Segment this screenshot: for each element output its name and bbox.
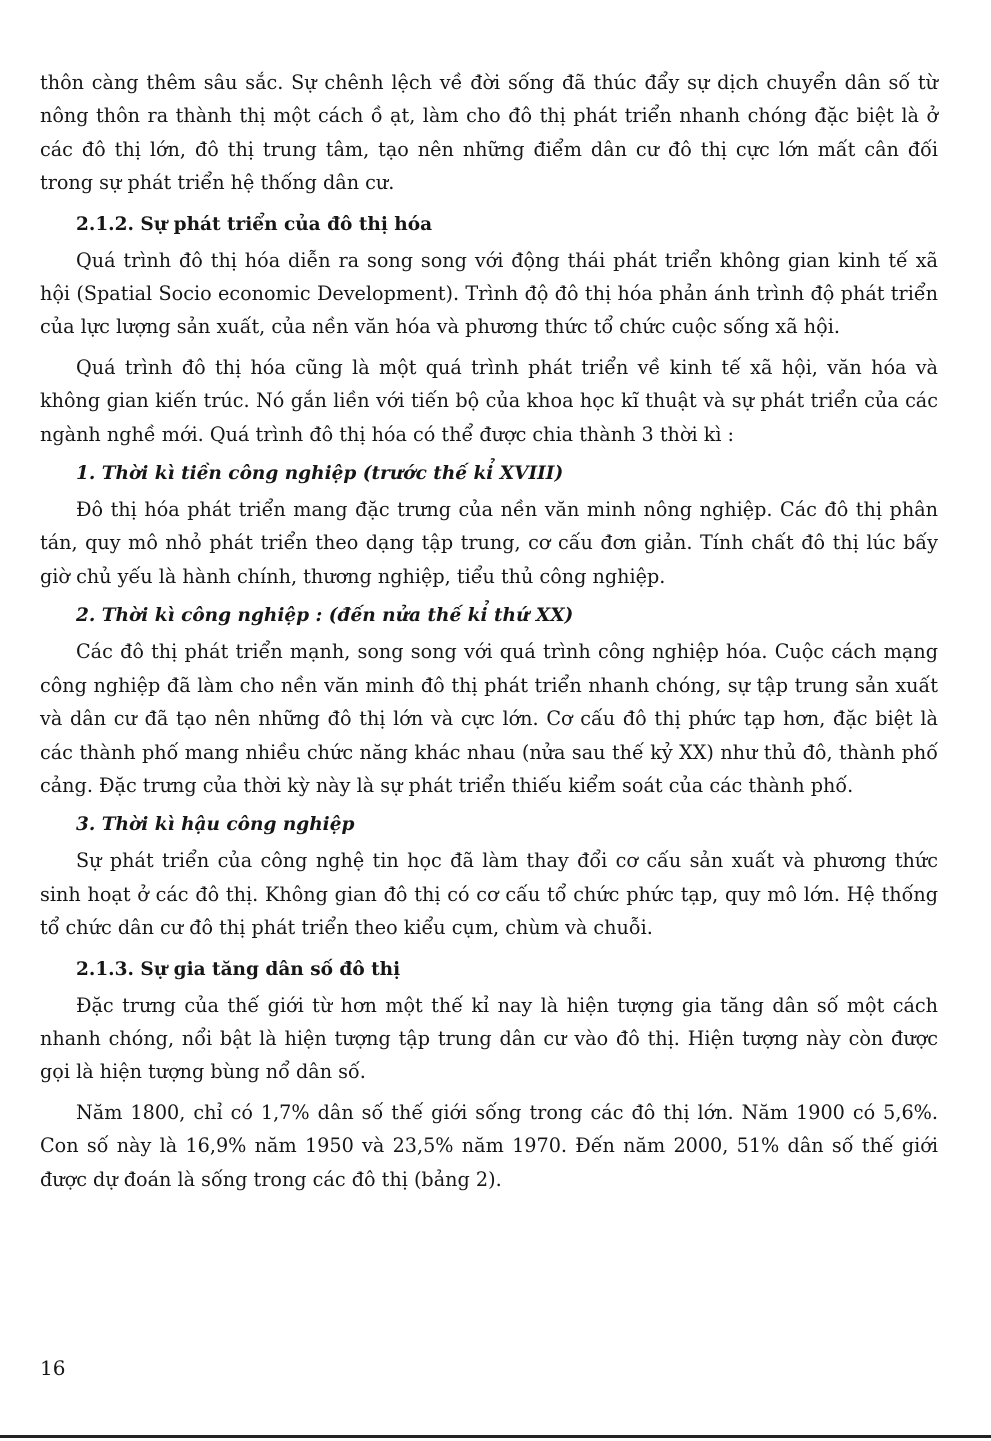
page-body bbox=[40, 66, 938, 1196]
period-heading-preindustrial: 1. Thời kì tiền công nghiệp (trước thế kỉ XVIII) bbox=[76, 463, 564, 485]
period-heading-postindustrial: 3. Thời kì hậu công nghiệp bbox=[76, 814, 355, 836]
paragraph-preindustrial: Đô thị hóa phát triển mang đặc trưng của nền văn minh nông nghiệp. Các đô thị phân tán, quy mô nhỏ phát triển theo dạng tập trung, cơ cấu đơn giản. Tính chất đô thị lúc bấy giờ chủ yếu là hành chính, thương nghiệp, tiểu thủ công nghiệp. bbox=[40, 498, 938, 588]
paragraph-population-stats: Năm 1800, chỉ có 1,7% dân số thế giới sống trong các đô thị lớn. Năm 1900 có 5,6%. Con số này là 16,9% năm 1950 và 23,5% năm 1970. Đến năm 2000, 51% dân số thế giới được dự đoán là sống trong các đô thị (bảng 2). bbox=[40, 1100, 938, 1191]
paragraph-industrial: Các đô thị phát triển mạnh, song song với quá trình công nghiệp hóa. Cuộc cách mạng công nghiệp đã làm cho nền văn minh đô thị phát triển nhanh chóng, sự tập trung sản xuất và dân cư đã tạo nên những đô thị lớn và cực lớn. Cơ cấu đô thị phức tạp hơn, đặc biệt là các thành phố mang nhiều chức năng khác nhau (nửa sau thế kỷ XX) như thủ đô, thành phố cảng. Đặc trưng của thời kỳ này là sự phát triển thiếu kiểm soát của các thành phố. bbox=[40, 640, 938, 797]
section-heading-2-1-2: 2.1.2. Sự phát triển của đô thị hóa bbox=[76, 213, 433, 235]
paragraph-population-growth: Đặc trưng của thế giới từ hơn một thế kỉ nay là hiện tượng gia tăng dân số một cách nhanh chóng, nổi bật là hiện tượng tập trung dân cư vào đô thị. Hiện tượng này còn được gọi là hiện tượng bùng nổ dân số. bbox=[40, 993, 938, 1084]
section-heading-2-1-3: 2.1.3. Sự gia tăng dân số đô thị bbox=[76, 958, 401, 980]
paragraph-postindustrial: Sự phát triển của công nghệ tin học đã làm thay đổi cơ cấu sản xuất và phương thức sinh hoạt ở các đô thị. Không gian đô thị có cơ cấu tổ chức phức tạp, quy mô lớn. Hệ thống tổ chức dân cư đô thị phát triển theo kiểu cụm, chùm và chuỗi. bbox=[40, 849, 938, 940]
page-number: 16 bbox=[40, 1356, 66, 1380]
page-bottom-edge bbox=[0, 1435, 991, 1438]
period-heading-industrial: 2. Thời kì công nghiệp : (đến nửa thế kỉ thứ XX) bbox=[76, 605, 574, 627]
paragraph-urbanization-process: Quá trình đô thị hóa diễn ra song song với động thái phát triển không gian kinh tế xã hội (Spatial Socio economic Development). Trình độ đô thị hóa phản ánh trình độ phát triển của lực lượng sản xuất, của nền văn hóa và phương thức tổ chức cuộc sống xã hội. bbox=[40, 248, 938, 339]
paragraph-continuation: thôn càng thêm sâu sắc. Sự chênh lệch về đời sống đã thúc đẩy sự dịch chuyển dân số từ nông thôn ra thành thị một cách ồ ạt, làm cho đô thị phát triển nhanh chóng đặc biệt là ở các đô thị lớn, đô thị trung tâm, tạo nên những điểm dân cư đô thị cực lớn mất cân đối trong sự phát triển hệ thống dân cư. bbox=[40, 71, 938, 195]
paragraph-three-periods: Quá trình đô thị hóa cũng là một quá trình phát triển về kinh tế xã hội, văn hóa và không gian kiến trúc. Nó gắn liền với tiến bộ của khoa học kĩ thuật và sự phát triển của các ngành nghề mới. Quá trình đô thị hóa có thể được chia thành 3 thời kì : bbox=[40, 355, 938, 446]
